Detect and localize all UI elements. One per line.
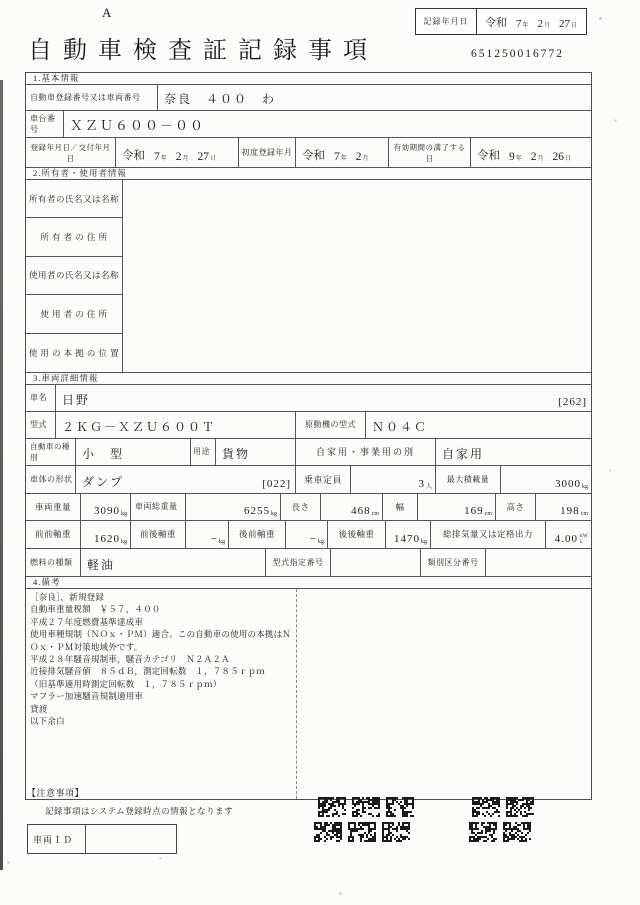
notice-heading: 【注意事項】	[27, 788, 85, 798]
scan-edge-artifact	[0, 80, 3, 870]
type-designation-value	[331, 549, 421, 576]
car-name-value: 日野 [262]	[62, 392, 587, 408]
row-chassis-number	[26, 110, 591, 137]
car-name-label: 車名	[26, 385, 56, 411]
corner-mark: A	[102, 5, 112, 20]
axle-fr-value: − kg	[186, 521, 229, 548]
unit-day: 日	[565, 156, 572, 162]
row-weights-dimensions	[26, 493, 591, 520]
owner-label-column	[26, 180, 123, 372]
engine-model-value: Ｎ０４Ｃ	[372, 419, 429, 434]
category-number-label: 類別区分番号	[421, 549, 486, 576]
record-date-box	[415, 8, 587, 35]
first-reg-value: 令和 7年 2月	[296, 138, 389, 167]
user-name-label: 使用者の氏名又は名称	[26, 257, 122, 295]
model-label: 型式	[26, 412, 56, 438]
row-body-shape	[26, 465, 591, 493]
section-owner-heading: 2.所有者・使用者情報	[26, 167, 591, 179]
notice-text: 記録事項はシステム登録時点の情報となります	[45, 806, 234, 816]
qr-group-1-row-2	[314, 822, 410, 842]
remark-line: 平成２７年度燃費基準達成車	[30, 616, 144, 627]
unit-kg: kg	[582, 483, 588, 490]
unit-kw: kW	[580, 532, 588, 539]
vehicle-weight-label: 車両重量	[26, 494, 81, 520]
unit-month: 月	[362, 156, 369, 162]
reg-number-value: 奈良 ４００ わ	[164, 92, 277, 106]
section-basic-heading: 1.基本情報	[33, 73, 80, 83]
row-registration-dates	[26, 137, 591, 167]
qr-group-2-row-1	[472, 797, 534, 817]
max-load-value: 3000 kg	[555, 477, 588, 490]
owner-value-area	[123, 180, 591, 372]
qr-code	[348, 822, 376, 842]
qr-code	[382, 822, 410, 842]
unit-cm: cm	[580, 510, 588, 517]
unit-kg: kg	[318, 538, 324, 545]
gross-weight-label: 車両総重量	[131, 494, 186, 520]
reg-date-value: 令和 7年 2月 27日	[116, 138, 239, 167]
row-model	[26, 411, 591, 438]
engine-model-label: 原動機の型式	[296, 412, 366, 438]
qr-group-1-row-1	[318, 797, 414, 817]
remark-line: 以下余白	[30, 716, 65, 727]
remark-line: 貸渡	[30, 703, 48, 714]
section-remarks-heading: 4.備考	[26, 576, 591, 588]
document-title: 自動車検査証記録事項	[28, 38, 378, 64]
reg-number-label: 自動車登録番号又は車両番号	[26, 85, 158, 110]
private-business-label: 自家用・事業用の別	[296, 439, 436, 465]
private-business-value: 自家用	[442, 446, 485, 461]
chassis-label: 車台番号	[26, 111, 64, 137]
unit-cm: cm	[484, 510, 492, 517]
qr-code	[386, 797, 414, 817]
unit-year: 年	[340, 156, 347, 162]
fuel-value: 軽油	[81, 549, 266, 576]
qr-code	[503, 822, 531, 842]
axle-ff-value: 1620 kg	[81, 521, 131, 548]
unit-kg: kg	[121, 538, 127, 545]
row-axle-weights	[26, 520, 591, 548]
unit-liter: L	[580, 538, 584, 545]
body-shape-label: 車体の形状	[26, 466, 76, 493]
unit-year: 年	[160, 156, 167, 162]
qr-code	[469, 822, 497, 842]
axle-rf-label: 後前軸重	[229, 521, 286, 548]
row-vehicle-kind	[26, 438, 591, 465]
unit-year: 年	[515, 156, 522, 162]
remark-line: 使用車種規制（ＮＯｘ・ＰＭ）適合。この自動車の使用の本拠はＮＯｘ・ＰＭ対策地域外です。	[30, 629, 292, 652]
vehicle-weight-value: 3090 kg	[81, 494, 131, 520]
unit-month: 月	[537, 156, 544, 162]
width-label: 幅	[383, 494, 418, 520]
gross-weight-value: 6255 kg	[186, 494, 281, 520]
length-value: 468 cm	[321, 494, 383, 520]
vehicle-kind-value: 小 型	[76, 439, 191, 465]
base-location-label: 使 用 の 本 拠 の 位 置	[28, 347, 120, 358]
unit-kg: kg	[219, 538, 225, 545]
record-date-day: 27日	[559, 18, 578, 30]
unit-kg: kg	[121, 510, 127, 517]
remark-line: （旧基準適用時測定回転数 １，７８５ｒｐｍ）	[30, 678, 222, 689]
remark-line: 平成２８年騒音規制車，騒音カテゴリ Ｎ２Ａ２Ａ	[30, 653, 230, 664]
owner-section	[26, 179, 591, 372]
unit-month: 月	[182, 156, 189, 162]
axle-rf-value: − kg	[286, 521, 328, 548]
qr-group-2-row-2	[469, 822, 531, 842]
use-label: 用途	[191, 439, 216, 465]
record-date-year: 7年	[516, 18, 529, 30]
capacity-label: 乗車定員	[296, 466, 351, 493]
scan-noise	[0, 0, 1, 1]
qr-code	[506, 797, 534, 817]
remark-line: 自動車重量税額 ￥５７，４００	[30, 604, 161, 615]
chassis-value: ＸＺＵ６００－００	[70, 118, 206, 133]
remarks-text	[30, 591, 292, 727]
record-date-month: 2月	[537, 18, 551, 30]
width-value: 169 cm	[418, 494, 496, 520]
unit-kw-liter	[580, 533, 588, 545]
main-table	[25, 72, 592, 800]
remarks-body	[26, 588, 591, 799]
document-number: 651250016772	[471, 48, 564, 60]
displacement-value: 4.00 kW L	[554, 532, 588, 545]
unit-day: 日	[571, 23, 578, 29]
max-load-label: 最大積載量	[436, 466, 501, 493]
unit-kg: kg	[421, 538, 427, 545]
qr-code	[352, 797, 380, 817]
qr-code	[472, 797, 500, 817]
category-number-value	[486, 549, 591, 576]
record-date-value	[477, 9, 586, 34]
row-fuel	[26, 548, 591, 576]
height-label: 高さ	[496, 494, 536, 520]
qr-code	[318, 797, 346, 817]
reg-date-label: 登録年月日／交付年月日	[26, 138, 116, 167]
length-label: 長さ	[281, 494, 321, 520]
row-registration-number	[26, 84, 591, 110]
vehicle-id-value	[86, 825, 176, 853]
unit-kg: kg	[271, 510, 277, 517]
fuel-label: 燃料の種類	[26, 549, 81, 576]
user-address-label: 使 用 者 の 住 所	[26, 295, 122, 333]
unit-month: 月	[544, 23, 551, 29]
remark-line: マフラー加速騒音規制適用車	[30, 691, 144, 702]
record-date-era: 令和	[485, 17, 507, 29]
qr-code	[314, 822, 342, 842]
first-reg-label: 初度登録年月	[239, 138, 296, 167]
axle-fr-label: 前後軸重	[131, 521, 186, 548]
model-value: ２ＫＧ－ＸＺＵ６００Ｔ	[56, 412, 296, 438]
car-name-code: [262]	[558, 395, 587, 408]
capacity-value: 3 人	[351, 466, 436, 493]
height-value: 198 cm	[560, 504, 588, 517]
unit-cm: cm	[371, 510, 379, 517]
vehicle-id-box	[27, 824, 177, 854]
displacement-label: 総排気量又は定格出力	[431, 521, 546, 548]
row-car-name	[26, 384, 591, 411]
expiry-value: 令和 9年 2月 26日	[477, 150, 572, 163]
body-shape-value: ダンプ [022]	[76, 466, 296, 493]
section-vehicle-heading: 3.車両詳細情報	[26, 372, 591, 384]
use-value: 貨物	[216, 439, 296, 465]
vehicle-id-label: 車両ＩＤ	[28, 825, 86, 853]
vehicle-kind-label: 自動車の種別	[26, 439, 76, 465]
unit-person: 人	[425, 483, 432, 490]
body-shape-code: [022]	[262, 477, 291, 490]
remark-line: ［奈良］，新規登録	[30, 591, 105, 602]
axle-ff-label: 前前軸重	[26, 521, 81, 548]
record-date-label: 記録年月日	[416, 9, 477, 34]
axle-rr-label: 後後軸重	[328, 521, 386, 548]
owner-address-label: 所 有 者 の 住 所	[26, 218, 122, 256]
axle-rr-value: 1470 kg	[386, 521, 431, 548]
owner-name-label: 所有者の氏名又は名称	[26, 180, 122, 218]
unit-year: 年	[522, 23, 529, 29]
type-designation-label: 型式指定番号	[266, 549, 331, 576]
unit-day: 日	[210, 156, 217, 162]
expiry-label: 有効期間の満了する日	[389, 138, 471, 167]
remark-line: 近接排気騒音値 ８５ｄＢ，測定回転数 １，７８５ｒｐｍ	[30, 666, 265, 677]
remarks-divider	[296, 589, 297, 799]
